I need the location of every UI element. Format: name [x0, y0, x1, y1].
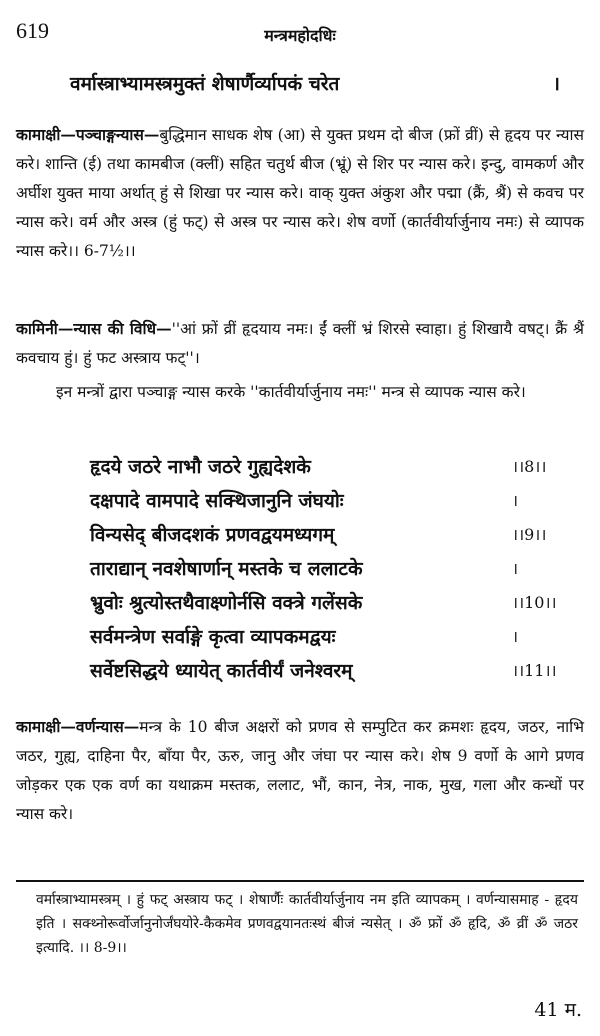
running-head: मन्त्रमहोदधिः: [264, 26, 336, 45]
verse-line: [90, 518, 572, 552]
paragraph-label: कामिनी—न्यास की विधि—: [16, 319, 172, 338]
paragraph-label: कामाक्षी—पञ्चाङ्गन्यास—: [16, 125, 160, 144]
verse-number: ।: [512, 559, 519, 578]
verse-number: ।।8।।: [512, 457, 547, 476]
verse-line: [90, 586, 572, 620]
verse-number: ।: [512, 491, 519, 510]
verse-line: [90, 484, 572, 518]
paragraph-text: मन्त्र के 10 बीज अक्षरों को प्रणव से सम्पुटित कर क्रमशः हृदय, जठर, नाभि जठर, गुह्य, दाहिना पैर, बाँया पैर, ऊरु, जानु और जंघा पर न्यास करे। शेष 9 वर्णो के आगे प्रणव जोड़कर एक एक वर्ण का यथाक्रम मस्तक, ललाट, भौं, कान, नेत्र, नाक, मुख, गला और कन्धों पर न्यास करे।: [16, 718, 584, 823]
top-verse-marker: ।: [552, 73, 560, 95]
verse-number: ।।11।।: [512, 661, 557, 680]
paragraph-varna-nyasa: [16, 712, 584, 829]
verse-text: दक्षपादे वामपादे सक्थिजानुनि जंघयोः: [90, 490, 344, 512]
top-verse: [70, 70, 560, 96]
verse-line: [90, 620, 572, 654]
verse-number: ।।10।।: [512, 593, 557, 612]
verse-text: सर्वेष्टसिद्धये ध्यायेत् कार्तवीर्यं जनेश्वरम्: [90, 660, 353, 682]
verse-text: विन्यसेद् बीजदशकं प्रणवद्वयमध्यगम्: [90, 524, 335, 546]
paragraph-nyasa-vidhi: [16, 314, 584, 373]
page-number: 619: [16, 18, 49, 43]
paragraph-vyapaka-nyasa: [16, 378, 584, 407]
verse-number: ।।9।।: [512, 525, 547, 544]
verse-line: [90, 654, 572, 688]
paragraph-panchanga-nyasa: [16, 120, 584, 266]
verse-number: ।: [512, 627, 519, 646]
paragraph-label: कामाक्षी—वर्णन्यास—: [16, 717, 140, 736]
paragraph-text: बुद्धिमान साधक शेष (आ) से युक्त प्रथम दो बीज (फ्रों व्रीं) से हृदय पर न्यास करे। शान्ति (ई) तथा कामबीज (क्लीं) सहित चतुर्थ बीज (भ्रूं) से शिर पर न्यास करे। इन्दु, वामकर्ण और अर्घीश युक्त माया अर्थात् हुं से शिखा पर न्यास करे। वाक् युक्त अंकुश और पद्मा (क्रैं, श्रैं) से कवच पर न्यास करे। वर्म और अस्त्र (हुं फट्) से अस्त्र पर न्यास करे। शेष वर्णो (कार्तवीर्यार्जुनाय नमः) से व्यापक न्यास करे।। 6-7½।।: [16, 126, 584, 260]
verse-text: ताराद्यान् नवशेषार्णान् मस्तके च ललाटके: [90, 558, 363, 580]
paragraph-text: इन मन्त्रों द्वारा पञ्चाङ्ग न्यास करके ''कार्तवीर्यार्जुनाय नमः'' मन्त्र से व्यापक न्यास करे।: [56, 383, 526, 401]
footnote: वर्मास्त्राभ्यामस्त्रम् । हुं फट् अस्त्राय फट् । शेषार्णैः कार्तवीर्यार्जुनाय नम इति व्यापकम् । वर्णन्यासमाह - हृदय इति । सक्थ्नोरूर्वोर्जानुनोर्जंघयोरे-कैकमेव प्रणवद्वयानतःस्थं बीजं न्यसेत् । ॐ फ्रों ॐ हृदि, ॐ व्रीं ॐ जठर इत्यादि. ।। 8-9।।: [36, 892, 578, 956]
verse-text: हृदये जठरे नाभौ जठरे गुह्यदेशके: [90, 456, 311, 478]
paragraph-text: ''आं फ्रों व्रीं हृदयाय नमः। ईं क्लीं भ्रं शिरसे स्वाहा। हुं शिखायै वषट्। क्रैं श्रैं कवचाय हुं। हुं फट अस्त्राय फट्''।: [16, 320, 585, 367]
verse-block: [90, 450, 572, 688]
top-verse-text: वर्मास्त्राभ्यामस्त्रमुक्तं शेषार्णैर्व्यापकं चरेत: [70, 73, 340, 95]
verse-text: सर्वमन्त्रेण सर्वाङ्गे कृत्वा व्यापकमद्वयः: [90, 626, 336, 648]
footnote-rule: [16, 880, 584, 882]
verse-text: भ्रुवोः श्रुत्योस्तथैवाक्ष्णोर्नसि वक्त्रे गलेंसके: [90, 592, 363, 614]
signature-mark: 41 म.: [534, 999, 582, 1021]
verse-line: [90, 450, 572, 484]
verse-line: [90, 552, 572, 586]
